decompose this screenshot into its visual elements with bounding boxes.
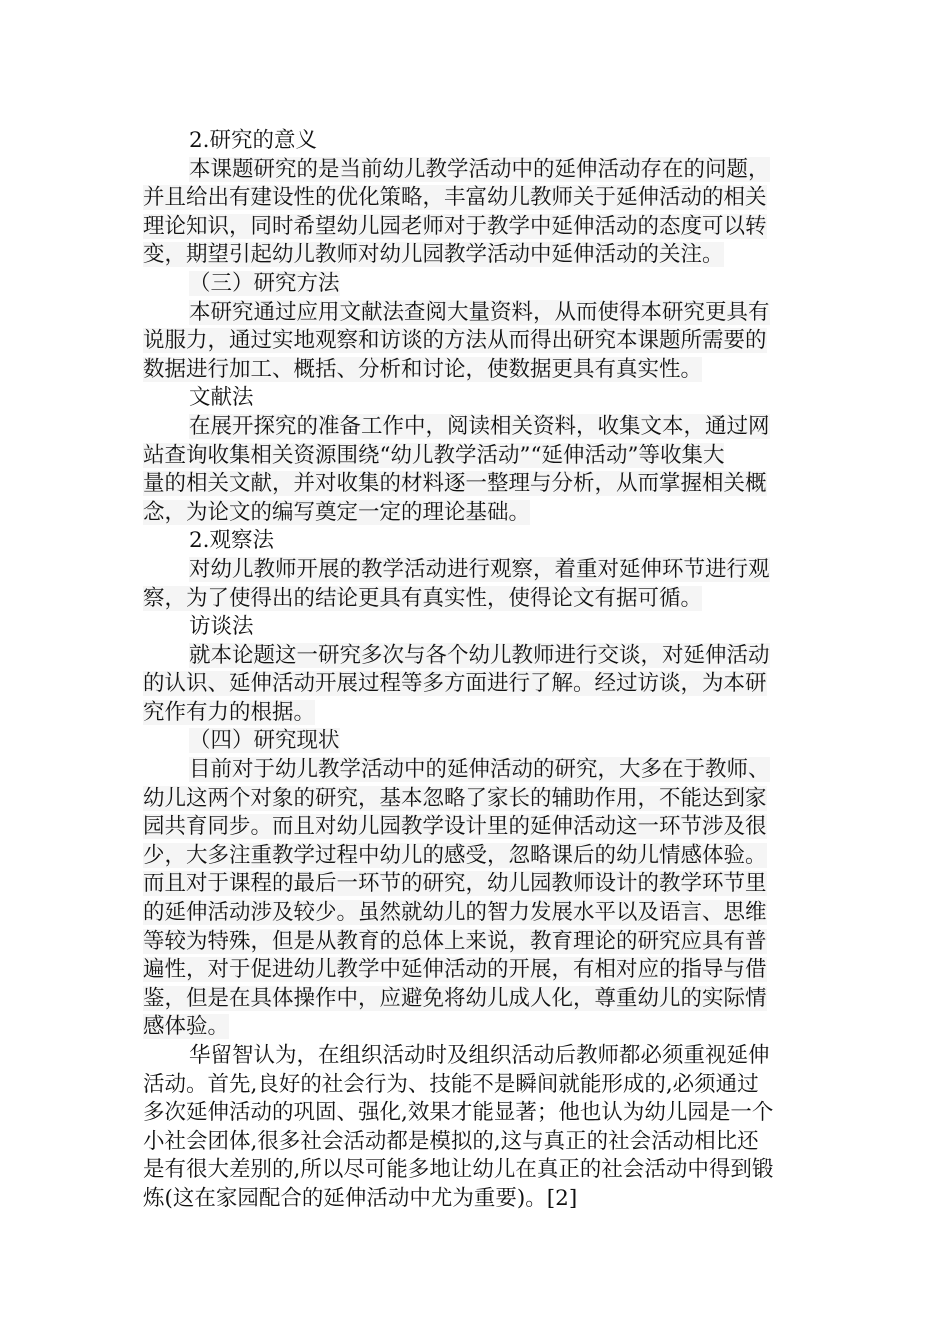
document-body <box>143 127 803 1214</box>
section-heading: （四）研究现状 <box>189 728 340 754</box>
text-line: 本研究通过应用文献法查阅大量资料，从而使得本研究更具有 <box>189 299 770 325</box>
text-line: 就本论题这一研究多次与各个幼儿教师进行交谈，对延伸活动 <box>189 642 770 668</box>
text-line: 等较为特殊，但是从教育的总体上来说，教育理论的研究应具有普 <box>143 928 767 954</box>
text-line: 多次延伸活动的巩固、强化,效果才能显著；他也认为幼儿园是一个 <box>143 1100 774 1126</box>
subheading: 访谈法 <box>189 614 254 640</box>
text-line: 遍性，对于促进幼儿教学中延伸活动的开展，有相对应的指导与借 <box>143 957 767 983</box>
text-line: 本课题研究的是当前幼儿教学活动中的延伸活动存在的问题， <box>189 156 770 182</box>
text-line: 少，大多注重教学过程中幼儿的感受，忽略课后的幼儿情感体验。 <box>143 842 767 868</box>
text-line: 变，期望引起幼儿教师对幼儿园教学活动中延伸活动的关注。 <box>143 242 724 268</box>
subheading: 文献法 <box>189 385 254 411</box>
text-line: 数据进行加工、概括、分析和讨论，使数据更具有真实性。 <box>143 356 703 382</box>
text-line: 对幼儿教师开展的教学活动进行观察，着重对延伸环节进行观 <box>189 556 770 582</box>
text-line: 幼儿这两个对象的研究，基本忽略了家长的辅助作用，不能达到家 <box>143 785 767 811</box>
text-line: 理论知识，同时希望幼儿园老师对于教学中延伸活动的态度可以转 <box>143 213 767 239</box>
text-line: 活动。首先,良好的社会行为、技能不是瞬间就能形成的,必须通过 <box>143 1071 759 1097</box>
text-line: 站查询收集相关资源围绕“幼儿教学活动”“延伸活动”等收集大 <box>143 442 725 468</box>
text-line: 究作有力的根据。 <box>143 699 316 725</box>
text-line: 并且给出有建设性的优化策略，丰富幼儿教师关于延伸活动的相关 <box>143 185 767 211</box>
text-line: 目前对于幼儿教学活动中的延伸活动的研究，大多在于教师、 <box>189 757 770 783</box>
text-line: 念，为论文的编写奠定一定的理论基础。 <box>143 499 531 525</box>
text-line: 说服力，通过实地观察和访谈的方法从而得出研究本课题所需要的 <box>143 328 767 354</box>
text-line: 小社会团体,很多社会活动都是模拟的,这与真正的社会活动相比还 <box>143 1128 759 1154</box>
text-line: 而且对于课程的最后一环节的研究，幼儿园教师设计的教学环节里 <box>143 871 767 897</box>
text-line: 鉴，但是在具体操作中，应避免将幼儿成人化，尊重幼儿的实际情 <box>143 985 767 1011</box>
text-line: 的延伸活动涉及较少。虽然就幼儿的智力发展水平以及语言、思维 <box>143 900 767 926</box>
text-line: 感体验。 <box>143 1014 230 1040</box>
text-line: 察，为了使得出的结论更具有真实性，使得论文有据可循。 <box>143 585 703 611</box>
subheading: 2.研究的意义 <box>189 128 318 153</box>
text-line: 华留智认为，在组织活动时及组织活动后教师都必须重视延伸 <box>189 1043 770 1068</box>
text-line: 园共育同步。而且对幼儿园教学设计里的延伸活动这一环节涉及很 <box>143 814 767 840</box>
text-line: 量的相关文献，并对收集的材料逐一整理与分析，从而掌握相关概 <box>143 471 767 497</box>
text-line: 是有很大差别的,所以尽可能多地让幼儿在真正的社会活动中得到锻 <box>143 1157 774 1183</box>
subheading: 2.观察法 <box>189 528 275 554</box>
text-line: 炼(这在家园配合的延伸活动中尤为重要)。[2] <box>143 1185 578 1211</box>
text-line: 在展开探究的准备工作中，阅读相关资料，收集文本，通过网 <box>189 413 770 439</box>
text-line: 的认识、延伸活动开展过程等多方面进行了解。经过访谈，为本研 <box>143 671 767 697</box>
section-heading: （三）研究方法 <box>189 270 340 296</box>
